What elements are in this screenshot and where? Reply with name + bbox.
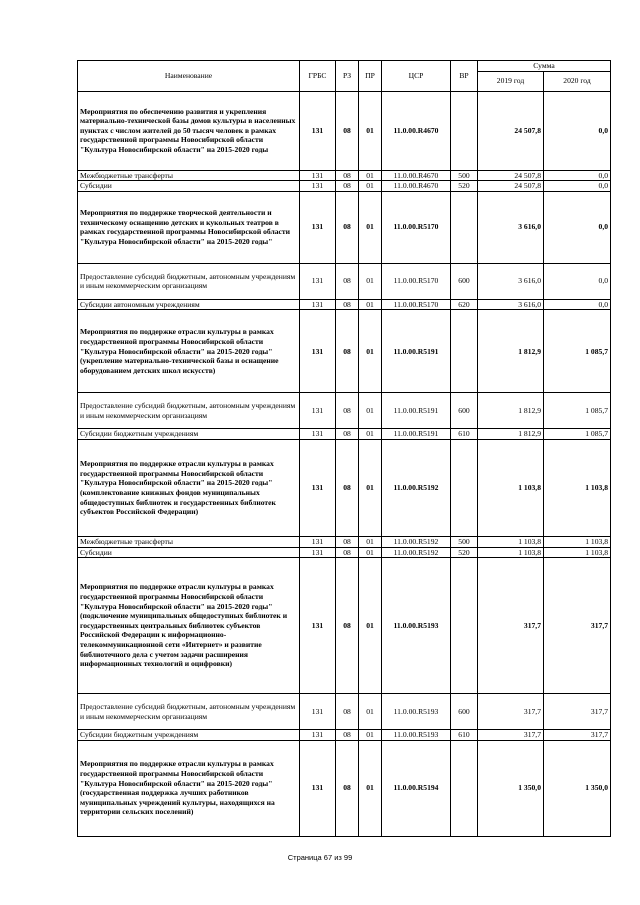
table-row	[78, 730, 611, 741]
table-row	[78, 536, 611, 547]
cell-y2019: 24 507,8	[478, 170, 544, 181]
cell-pr: 01	[359, 439, 382, 536]
cell-pr: 01	[359, 191, 382, 263]
cell-csr: 11.0.00.R5170	[382, 299, 451, 310]
table-body	[78, 91, 611, 836]
cell-y2019: 1 812,9	[478, 393, 544, 429]
cell-rz: 08	[336, 191, 359, 263]
cell-grbs: 131	[300, 740, 336, 836]
cell-csr: 11.0.00.R4670	[382, 91, 451, 170]
cell-rz: 08	[336, 536, 359, 547]
cell-csr: 11.0.00.R5192	[382, 547, 451, 558]
cell-y2020: 1 103,8	[544, 547, 611, 558]
table-row	[78, 547, 611, 558]
cell-y2020: 1 103,8	[544, 536, 611, 547]
cell-rz: 08	[336, 558, 359, 694]
cell-pr: 01	[359, 536, 382, 547]
cell-vr: 610	[451, 429, 478, 440]
header-grbs: ГРБС	[300, 61, 336, 92]
header-rz: РЗ	[336, 61, 359, 92]
cell-name: Мероприятия по обеспечению развития и укрепления материально-технической базы домов культуры в населенных пунктах с числом жителей до 50 тысяч человек в рамках государственной программы Новосибирской области "Культура Новосибирской области" на 2015-2020 годы	[78, 91, 300, 170]
cell-y2020: 0,0	[544, 299, 611, 310]
page-footer: Страница 67 из 99	[287, 853, 353, 862]
cell-rz: 08	[336, 694, 359, 730]
table-row	[78, 181, 611, 192]
cell-y2020: 0,0	[544, 170, 611, 181]
cell-name: Предоставление субсидий бюджетным, автономным учреждениям и иным некоммерческим организациям	[78, 694, 300, 730]
cell-pr: 01	[359, 299, 382, 310]
cell-grbs: 131	[300, 181, 336, 192]
cell-y2019: 3 616,0	[478, 299, 544, 310]
cell-pr: 01	[359, 263, 382, 299]
cell-y2019: 1 812,9	[478, 429, 544, 440]
table-row	[78, 310, 611, 393]
cell-y2019: 1 103,8	[478, 536, 544, 547]
cell-vr	[451, 740, 478, 836]
table-row	[78, 263, 611, 299]
cell-grbs: 131	[300, 730, 336, 741]
cell-pr: 01	[359, 547, 382, 558]
cell-vr	[451, 191, 478, 263]
cell-csr: 11.0.00.R5170	[382, 263, 451, 299]
cell-vr: 620	[451, 299, 478, 310]
cell-grbs: 131	[300, 558, 336, 694]
cell-y2020: 1 085,7	[544, 429, 611, 440]
cell-grbs: 131	[300, 191, 336, 263]
cell-y2020: 0,0	[544, 91, 611, 170]
cell-y2020: 1 085,7	[544, 393, 611, 429]
cell-y2020: 1 350,0	[544, 740, 611, 836]
header-sum: Сумма	[478, 61, 611, 72]
cell-grbs: 131	[300, 91, 336, 170]
cell-vr: 610	[451, 730, 478, 741]
cell-name: Мероприятия по поддержке отрасли культуры в рамках государственной программы Новосибирской области "Культура Новосибирской области" на 2015-2020 годы" (укрепление материально-технической базы и оснащение оборудованием детских школ искусств)	[78, 310, 300, 393]
cell-y2020: 317,7	[544, 730, 611, 741]
cell-pr: 01	[359, 310, 382, 393]
cell-y2020: 0,0	[544, 181, 611, 192]
cell-csr: 11.0.00.R5193	[382, 558, 451, 694]
cell-y2019: 1 350,0	[478, 740, 544, 836]
cell-vr: 520	[451, 181, 478, 192]
cell-y2019: 24 507,8	[478, 181, 544, 192]
cell-rz: 08	[336, 730, 359, 741]
cell-vr: 500	[451, 536, 478, 547]
cell-y2019: 3 616,0	[478, 263, 544, 299]
cell-grbs: 131	[300, 547, 336, 558]
header-pr: ПР	[359, 61, 382, 92]
cell-grbs: 131	[300, 299, 336, 310]
cell-pr: 01	[359, 730, 382, 741]
cell-csr: 11.0.00.R5194	[382, 740, 451, 836]
table-row	[78, 191, 611, 263]
cell-grbs: 131	[300, 439, 336, 536]
cell-csr: 11.0.00.R5192	[382, 439, 451, 536]
cell-pr: 01	[359, 740, 382, 836]
cell-name: Межбюджетные трансферты	[78, 170, 300, 181]
table-row	[78, 694, 611, 730]
cell-csr: 11.0.00.R5193	[382, 730, 451, 741]
header-csr: ЦСР	[382, 61, 451, 92]
cell-rz: 08	[336, 91, 359, 170]
cell-name: Субсидии	[78, 181, 300, 192]
cell-csr: 11.0.00.R5191	[382, 429, 451, 440]
cell-name: Мероприятия по поддержке творческой деятельности и техническому оснащению детских и кукольных театров в рамках государственной программы Новосибирской области "Культура Новосибирской области" на 2015-2020 годы"	[78, 191, 300, 263]
cell-y2019: 3 616,0	[478, 191, 544, 263]
budget-table	[77, 60, 611, 837]
header-2020: 2020 год	[544, 71, 611, 91]
cell-vr: 600	[451, 393, 478, 429]
cell-grbs: 131	[300, 536, 336, 547]
table-row	[78, 170, 611, 181]
cell-rz: 08	[336, 547, 359, 558]
cell-vr	[451, 91, 478, 170]
cell-rz: 08	[336, 263, 359, 299]
cell-y2020: 1 085,7	[544, 310, 611, 393]
cell-y2019: 24 507,8	[478, 91, 544, 170]
cell-rz: 08	[336, 740, 359, 836]
cell-name: Мероприятия по поддержке отрасли культуры в рамках государственной программы Новосибирской области "Культура Новосибирской области" на 2015-2020 годы" (комплектование книжных фондов муниципальных общедоступных библиотек и государственных библиотек субъектов Российской Федерации)	[78, 439, 300, 536]
cell-csr: 11.0.00.R5193	[382, 694, 451, 730]
cell-name: Предоставление субсидий бюджетным, автономным учреждениям и иным некоммерческим организациям	[78, 263, 300, 299]
table-row	[78, 558, 611, 694]
cell-csr: 11.0.00.R5191	[382, 310, 451, 393]
header-vr: ВР	[451, 61, 478, 92]
cell-pr: 01	[359, 393, 382, 429]
cell-name: Мероприятия по поддержке отрасли культуры в рамках государственной программы Новосибирской области "Культура Новосибирской области" на 2015-2020 годы" (подключение муниципальных общедоступных библиотек и государственных центральных библиотек субъектов Российской Федерации к информационно-телекоммуникационной сети «Интернет» и развитие библиотечного дела с учетом задачи расширения информационных технологий и оцифровки)	[78, 558, 300, 694]
cell-rz: 08	[336, 393, 359, 429]
cell-pr: 01	[359, 429, 382, 440]
table-row	[78, 740, 611, 836]
cell-name: Субсидии бюджетным учреждениям	[78, 429, 300, 440]
cell-y2020: 1 103,8	[544, 439, 611, 536]
cell-csr: 11.0.00.R4670	[382, 181, 451, 192]
cell-vr	[451, 310, 478, 393]
cell-y2019: 1 103,8	[478, 439, 544, 536]
cell-name: Субсидии бюджетным учреждениям	[78, 730, 300, 741]
cell-pr: 01	[359, 181, 382, 192]
cell-vr: 500	[451, 170, 478, 181]
cell-csr: 11.0.00.R5192	[382, 536, 451, 547]
cell-y2019: 317,7	[478, 558, 544, 694]
cell-y2019: 1 812,9	[478, 310, 544, 393]
cell-csr: 11.0.00.R5170	[382, 191, 451, 263]
header-name: Наименование	[78, 61, 300, 92]
cell-pr: 01	[359, 694, 382, 730]
cell-rz: 08	[336, 439, 359, 536]
cell-grbs: 131	[300, 694, 336, 730]
cell-pr: 01	[359, 91, 382, 170]
cell-y2020: 317,7	[544, 558, 611, 694]
cell-grbs: 131	[300, 429, 336, 440]
cell-y2020: 0,0	[544, 263, 611, 299]
cell-y2019: 317,7	[478, 694, 544, 730]
cell-rz: 08	[336, 310, 359, 393]
cell-grbs: 131	[300, 170, 336, 181]
cell-grbs: 131	[300, 310, 336, 393]
cell-name: Мероприятия по поддержке отрасли культуры в рамках государственной программы Новосибирской области "Культура Новосибирской области" на 2015-2020 годы" (государственная поддержка лучших работников муниципальных учреждений культуры, находящихся на территории сельских поселений)	[78, 740, 300, 836]
cell-y2020: 317,7	[544, 694, 611, 730]
cell-csr: 11.0.00.R4670	[382, 170, 451, 181]
cell-pr: 01	[359, 558, 382, 694]
cell-rz: 08	[336, 299, 359, 310]
cell-vr: 600	[451, 694, 478, 730]
cell-pr: 01	[359, 170, 382, 181]
cell-name: Предоставление субсидий бюджетным, автономным учреждениям и иным некоммерческим организациям	[78, 393, 300, 429]
cell-csr: 11.0.00.R5191	[382, 393, 451, 429]
cell-y2019: 1 103,8	[478, 547, 544, 558]
cell-vr	[451, 558, 478, 694]
table-row	[78, 393, 611, 429]
cell-grbs: 131	[300, 263, 336, 299]
cell-name: Субсидии автономным учреждениям	[78, 299, 300, 310]
cell-vr: 600	[451, 263, 478, 299]
cell-grbs: 131	[300, 393, 336, 429]
cell-rz: 08	[336, 181, 359, 192]
cell-rz: 08	[336, 429, 359, 440]
cell-y2020: 0,0	[544, 191, 611, 263]
cell-y2019: 317,7	[478, 730, 544, 741]
cell-name: Межбюджетные трансферты	[78, 536, 300, 547]
header-2019: 2019 год	[478, 71, 544, 91]
cell-vr	[451, 439, 478, 536]
table-row	[78, 429, 611, 440]
table-row	[78, 439, 611, 536]
table-row	[78, 299, 611, 310]
table-row	[78, 91, 611, 170]
cell-name: Субсидии	[78, 547, 300, 558]
cell-rz: 08	[336, 170, 359, 181]
cell-vr: 520	[451, 547, 478, 558]
